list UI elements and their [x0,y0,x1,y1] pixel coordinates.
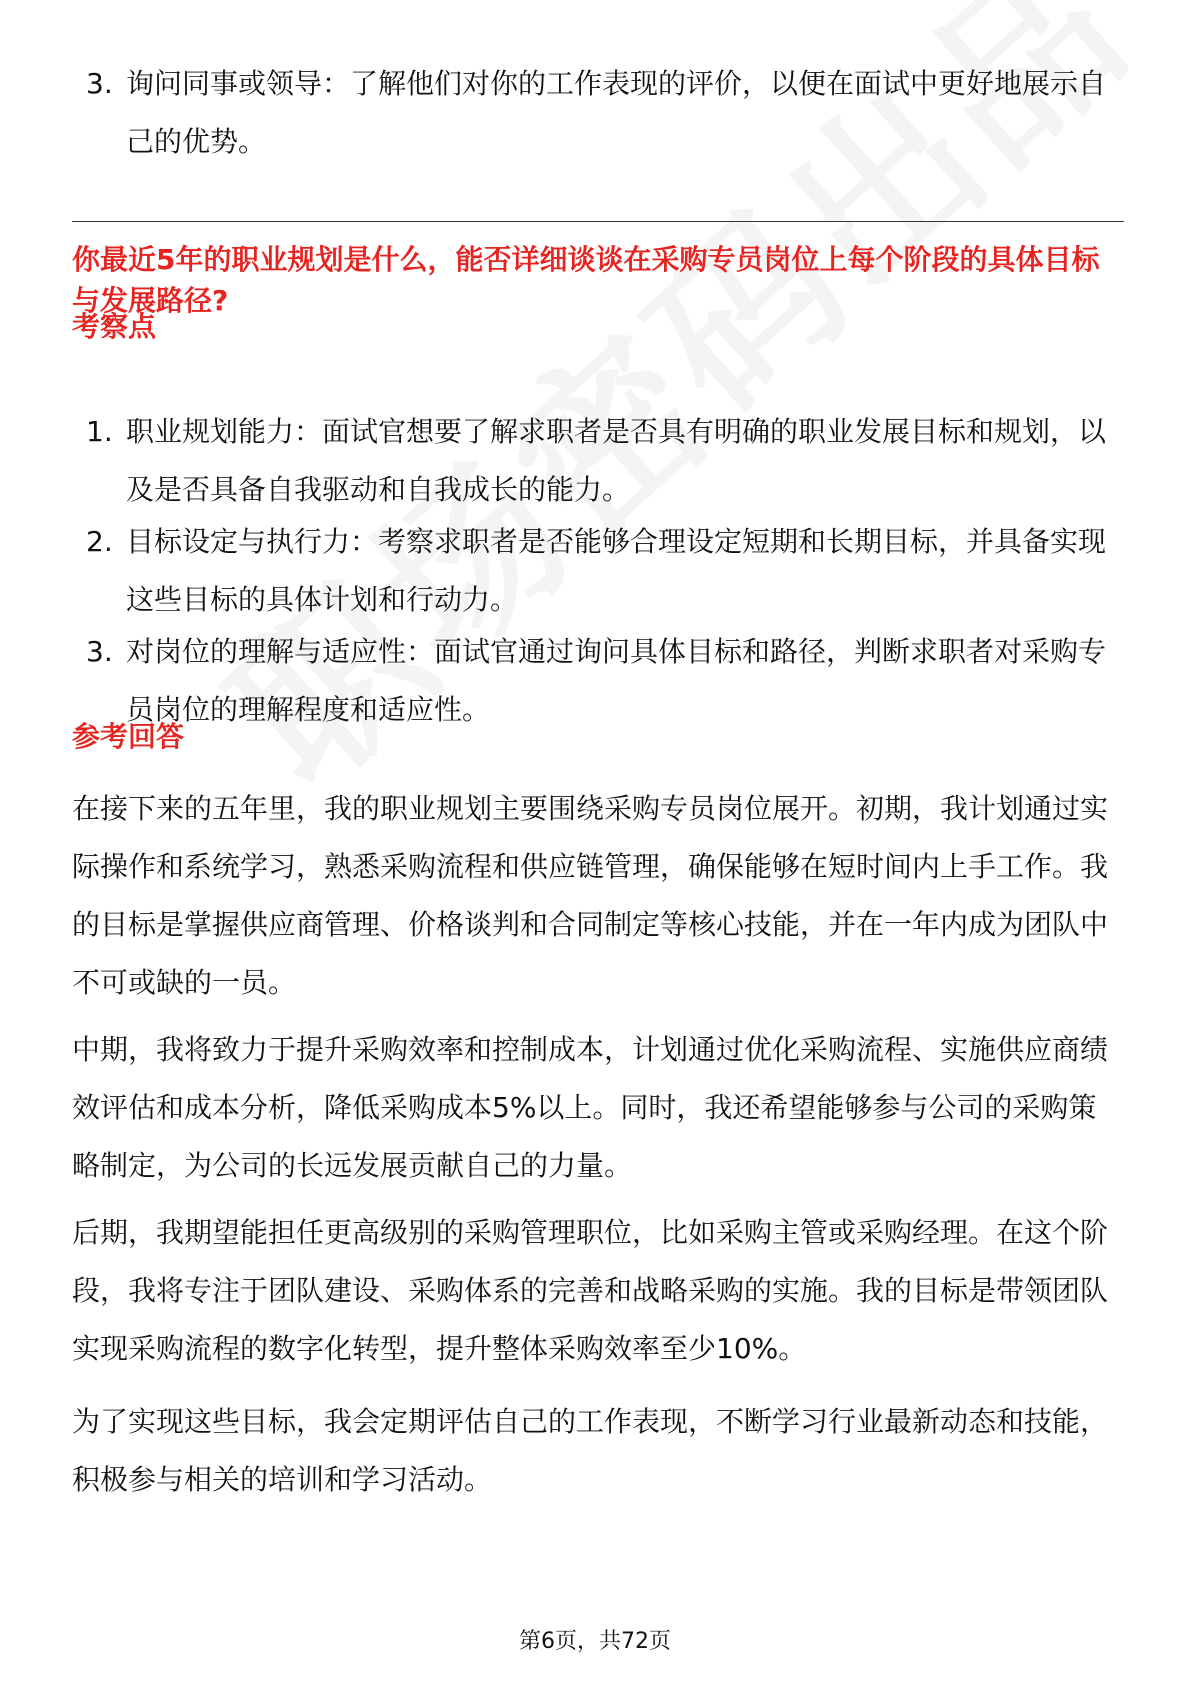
list-text: 目标设定与执行力：考察求职者是否能够合理设定短期和长期目标，并具备实现这些目标的具体计划和行动力。 [126,525,1107,616]
answer-paragraph: 中期，我将致力于提升采购效率和控制成本，计划通过优化采购流程、实施供应商绩效评估和成本分析，降低采购成本5%以上。同时，我还希望能够参与公司的采购策略制定，为公司的长远发展贡献自己的力量。 [72,1033,1109,1182]
points-list [72,403,1124,739]
answer-paragraph: 在接下来的五年里，我的职业规划主要围绕采购专员岗位展开。初期，我计划通过实际操作和系统学习，熟悉采购流程和供应链管理，确保能够在短时间内上手工作。我的目标是掌握供应商管理、价格谈判和合同制定等核心技能，并在一年内成为团队中不可或缺的一员。 [72,792,1109,999]
list-item [72,55,1124,171]
previous-tips-list [72,55,1124,171]
list-item [72,623,1124,739]
list-number: 2. [86,525,113,558]
list-number: 1. [86,415,113,448]
list-item [72,513,1124,629]
page-footer: 第6页，共72页 [519,1629,671,1654]
answer-heading: 参考回答 [72,720,185,753]
points-heading: 考察点 [72,310,157,343]
list-text: 职业规划能力：面试官想要了解求职者是否具有明确的职业发展目标和规划，以及是否具备自我驱动和自我成长的能力。 [126,415,1107,506]
answer-paragraph: 为了实现这些目标，我会定期评估自己的工作表现，不断学习行业最新动态和技能，积极参与相关的培训和学习活动。 [72,1405,1109,1496]
list-text: 对岗位的理解与适应性：面试官通过询问具体目标和路径，判断求职者对采购专员岗位的理解程度和适应性。 [126,635,1107,726]
list-number: 3. [86,67,113,100]
list-text: 询问同事或领导：了解他们对你的工作表现的评价，以便在面试中更好地展示自己的优势。 [126,67,1107,158]
answer-paragraph: 后期，我期望能担任更高级别的采购管理职位，比如采购主管或采购经理。在这个阶段，我将专注于团队建设、采购体系的完善和战略采购的实施。我的目标是带领团队实现采购流程的数字化转型，提升整体采购效率至少10%。 [72,1216,1109,1365]
section-divider [72,221,1124,222]
list-item [72,403,1124,519]
question-title: 你最近5年的职业规划是什么，能否详细谈谈在采购专员岗位上每个阶段的具体目标与发展路径? [72,243,1100,317]
list-number: 3. [86,635,113,668]
